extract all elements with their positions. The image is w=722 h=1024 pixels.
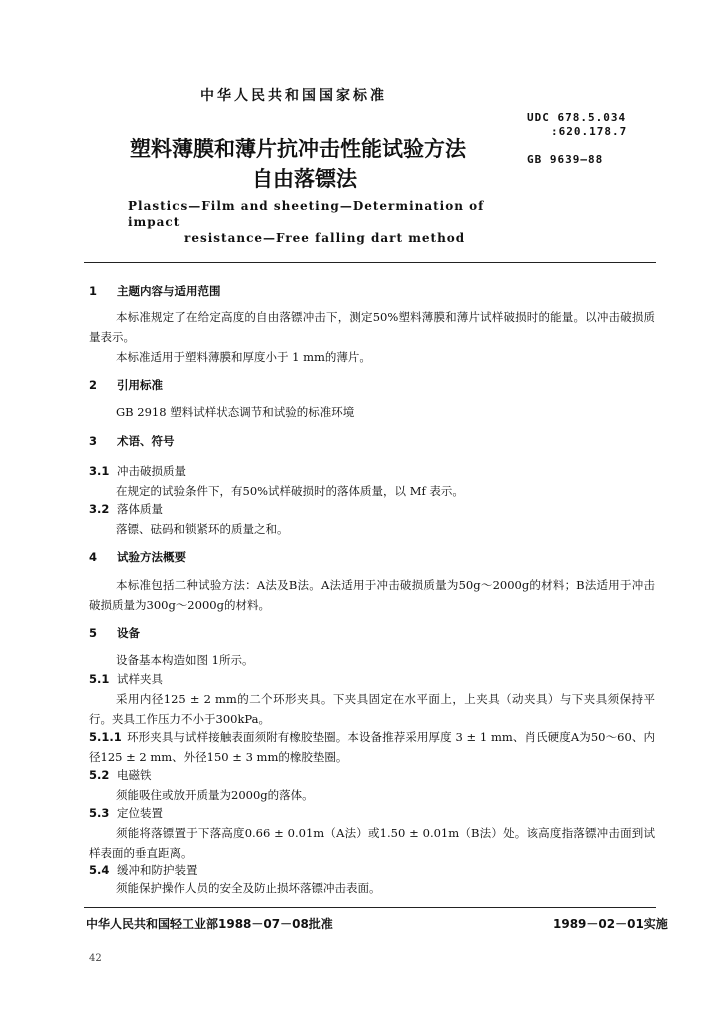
section-number: 3.2 bbox=[89, 502, 110, 516]
section-1-heading bbox=[89, 283, 221, 299]
section-number: 3.1 bbox=[89, 464, 110, 478]
section-number: 2 bbox=[89, 378, 98, 392]
standard-type-header: 中华人民共和国国家标准 bbox=[200, 88, 387, 104]
section-5-1-1-paragraph bbox=[89, 727, 655, 767]
section-4-heading bbox=[89, 549, 186, 565]
section-5-1-heading bbox=[89, 671, 163, 687]
section-title: 术语、符号 bbox=[117, 434, 175, 448]
section-title: 试样夹具 bbox=[117, 672, 163, 686]
header-divider bbox=[84, 262, 656, 263]
section-2-heading bbox=[89, 377, 163, 393]
section-3-heading bbox=[89, 433, 175, 449]
section-2-reference: GB 2918 塑料试样状态调节和试验的标准环境 bbox=[116, 405, 355, 419]
section-5-heading bbox=[89, 625, 140, 641]
section-number: 5.4 bbox=[89, 863, 110, 877]
section-1-paragraph-2: 本标准适用于塑料薄膜和厚度小于 1 mm的薄片。 bbox=[116, 350, 371, 364]
footer-divider bbox=[84, 907, 656, 908]
section-number: 1 bbox=[89, 284, 98, 298]
section-title: 缓冲和防护装置 bbox=[117, 863, 198, 877]
approval-line: 中华人民共和国轻工业部1988－07－08批准 bbox=[86, 917, 333, 931]
title-en-line-2: resistance—Free falling dart method bbox=[184, 231, 466, 245]
section-title: 主题内容与适用范围 bbox=[117, 284, 221, 298]
section-title: 设备 bbox=[117, 626, 140, 640]
section-title: 落体质量 bbox=[117, 502, 163, 516]
section-title: 定位装置 bbox=[117, 806, 163, 820]
section-5-3-paragraph: 须能将落镖置于下落高度0.66 ± 0.01m（A法）或1.50 ± 0.01m（B法）处。该高度指落镖冲击面到试样表面的垂直距离。 bbox=[89, 826, 655, 860]
section-5-text: 设备基本构造如图 1所示。 bbox=[116, 653, 254, 667]
section-5-1-1-text: 环形夹具与试样接触表面须附有橡胶垫圈。本设备推荐采用厚度 3 ± 1 mm、肖氏硬度A为50～60、内径125 ± 2 mm、外径150 ± 3 mm的橡胶垫圈。 bbox=[89, 730, 655, 764]
section-1-paragraph-1: 本标准规定了在给定高度的自由落镖冲击下，测定50%塑料薄膜和薄片试样破损时的能量。以冲击破损质量表示。 bbox=[89, 310, 655, 344]
gb-number: GB 9639—88 bbox=[527, 153, 604, 166]
section-3-1-heading bbox=[89, 463, 186, 479]
section-5-4-text: 须能保护操作人员的安全及防止损坏落镖冲击表面。 bbox=[116, 881, 381, 895]
udc-line-2: :620.178.7 bbox=[551, 125, 628, 138]
document-title-cn: 塑料薄膜和薄片抗冲击性能试验方法 bbox=[130, 137, 466, 161]
section-3-1-text: 在规定的试验条件下，有50%试样破损时的落体质量，以 Mf 表示。 bbox=[116, 484, 464, 498]
document-title-en bbox=[128, 198, 488, 246]
section-title: 试验方法概要 bbox=[117, 550, 186, 564]
section-number: 5 bbox=[89, 626, 98, 640]
section-title: 冲击破损质量 bbox=[117, 464, 186, 478]
section-5-2-text: 须能吸住或放开质量为2000g的落体。 bbox=[116, 788, 314, 802]
section-number: 3 bbox=[89, 434, 98, 448]
udc-number bbox=[527, 111, 627, 139]
section-title: 引用标准 bbox=[117, 378, 163, 392]
section-number: 5.3 bbox=[89, 806, 110, 820]
page-number: 42 bbox=[89, 953, 102, 964]
section-5-2-heading bbox=[89, 767, 152, 783]
section-number: 4 bbox=[89, 550, 98, 564]
section-number: 5.1.1 bbox=[89, 730, 122, 744]
section-5-1-paragraph: 采用内径125 ± 2 mm的二个环形夹具。下夹具固定在水平面上，上夹具（动夹具）与下夹具须保持平行。夹具工作压力不小于300kPa。 bbox=[89, 692, 655, 726]
implementation-date: 1989－02－01实施 bbox=[553, 917, 668, 931]
section-title: 电磁铁 bbox=[117, 768, 152, 782]
section-3-2-heading bbox=[89, 501, 163, 517]
section-5-4-heading bbox=[89, 862, 198, 878]
section-4-paragraph: 本标准包括二种试验方法：A法及B法。A法适用于冲击破损质量为50g～2000g的材料；B法适用于冲击破损质量为300g～2000g的材料。 bbox=[89, 578, 655, 612]
section-number: 5.2 bbox=[89, 768, 110, 782]
section-3-2-text: 落镖、砝码和锁紧环的质量之和。 bbox=[116, 522, 289, 536]
section-5-3-heading bbox=[89, 805, 163, 821]
title-en-line-1: Plastics—Film and sheeting—Determination of impact bbox=[128, 199, 485, 229]
section-number: 5.1 bbox=[89, 672, 110, 686]
document-subtitle-cn: 自由落镖法 bbox=[252, 167, 357, 191]
udc-line-1: UDC 678.5.034 bbox=[527, 111, 627, 124]
